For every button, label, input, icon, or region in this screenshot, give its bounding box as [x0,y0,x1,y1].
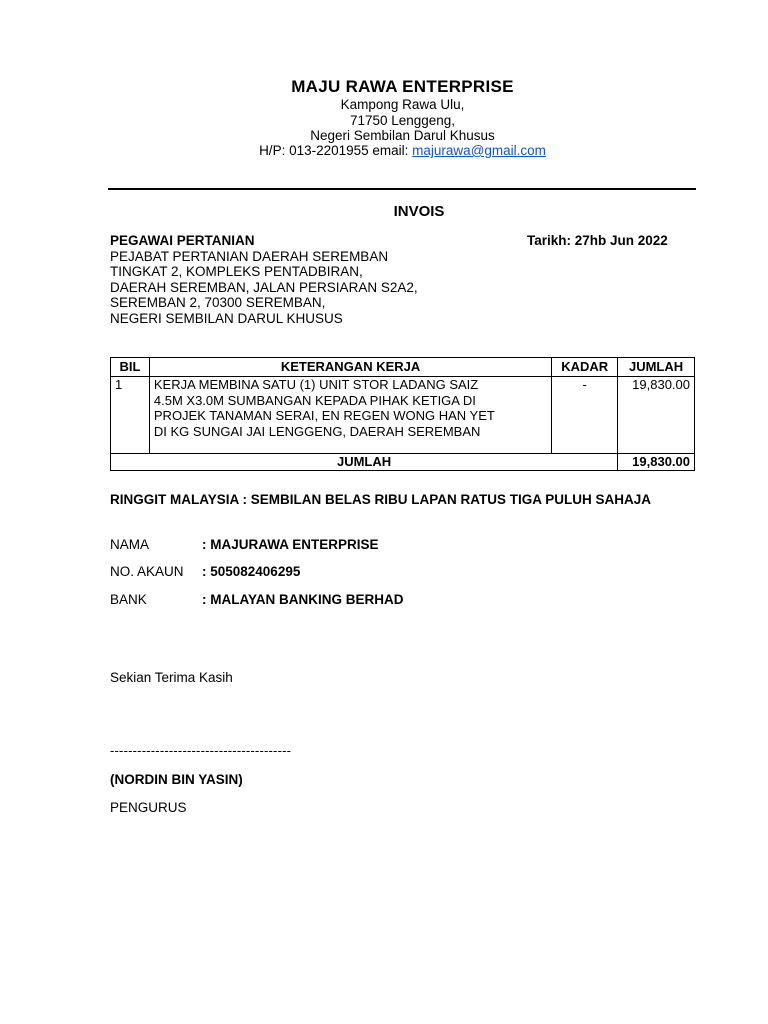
keterangan-line: 4.5M X3.0M SUMBANGAN KEPADA PIHAK KETIGA DI [153,392,476,408]
company-phone: H/P: 013-2201955 email: [259,143,413,158]
header-bil: BIL [111,358,150,377]
header-kadar: KADAR [552,358,618,377]
signer-position: PENGURUS [110,800,187,815]
recipient-title: PEGAWAI PERTANIAN [110,233,255,248]
company-email-link[interactable]: majurawa@gmail.com [412,143,546,158]
document-title: INVOIS [393,203,445,220]
total-value: 19,830.00 [618,454,695,471]
recipient-line: SEREMBAN 2, 70300 SEREMBAN, [110,295,326,311]
table-header-row [111,358,695,377]
cell-bil: 1 [111,377,150,454]
recipient-line: TINGKAT 2, KOMPLEKS PENTADBIRAN, [110,264,363,280]
invoice-date: Tarikh: 27hb Jun 2022 [527,233,668,248]
cell-keterangan [149,377,551,454]
recipient-line: NEGERI SEMBILAN DARUL KHUSUS [110,310,343,326]
cell-jumlah: 19,830.00 [618,377,695,454]
closing-text: Sekian Terima Kasih [110,670,233,685]
keterangan-line: PROJEK TANAMAN SERAI, EN REGEN WONG HAN YET [153,408,495,423]
keterangan-line: DI KG SUNGAI JAI LENGGENG, DAERAH SEREMBAN [153,423,481,439]
amount-in-words: RINGGIT MALAYSIA : SEMBILAN BELAS RIBU LAPAN RATUS TIGA PULUH SAHAJA [110,492,652,507]
header-keterangan: KETERANGAN KERJA [149,358,551,377]
invoice-items-table [110,357,695,471]
company-address-line-2: 71750 Lenggeng, [349,113,456,128]
company-address-line-1: Kampong Rawa Ulu, [340,97,465,112]
akaun-label: NO. AKAUN [110,564,184,579]
keterangan-line: KERJA MEMBINA SATU (1) UNIT STOR LADANG SAIZ [153,377,479,392]
bank-label: BANK [110,592,147,607]
recipient-line: PEJABAT PERTANIAN DAERAH SEREMBAN [110,248,389,264]
nama-value: : MAJURAWA ENTERPRISE [202,537,379,552]
company-contact-line [0,143,768,159]
header-divider [108,188,696,190]
recipient-line: DAERAH SEREMBAN, JALAN PERSIARAN S2A2, [110,279,418,295]
table-row [111,377,695,454]
total-label: JUMLAH [111,454,618,471]
cell-kadar: - [552,377,618,454]
signature-line: ---------------------------------------- [110,743,292,758]
header-jumlah: JUMLAH [618,358,695,377]
nama-label: NAMA [110,537,150,552]
recipient-address [110,233,418,327]
signer-name: (NORDIN BIN YASIN) [110,772,243,787]
table-total-row [111,454,695,471]
payment-account-row [110,564,300,579]
company-address-line-3: Negeri Sembilan Darul Khusus [310,128,495,143]
bank-value: : MALAYAN BANKING BERHAD [202,592,404,607]
payment-name-row [110,537,379,552]
payment-bank-row [110,592,404,607]
akaun-value: : 505082406295 [202,564,301,579]
company-name: MAJU RAWA ENTERPRISE [291,77,514,96]
